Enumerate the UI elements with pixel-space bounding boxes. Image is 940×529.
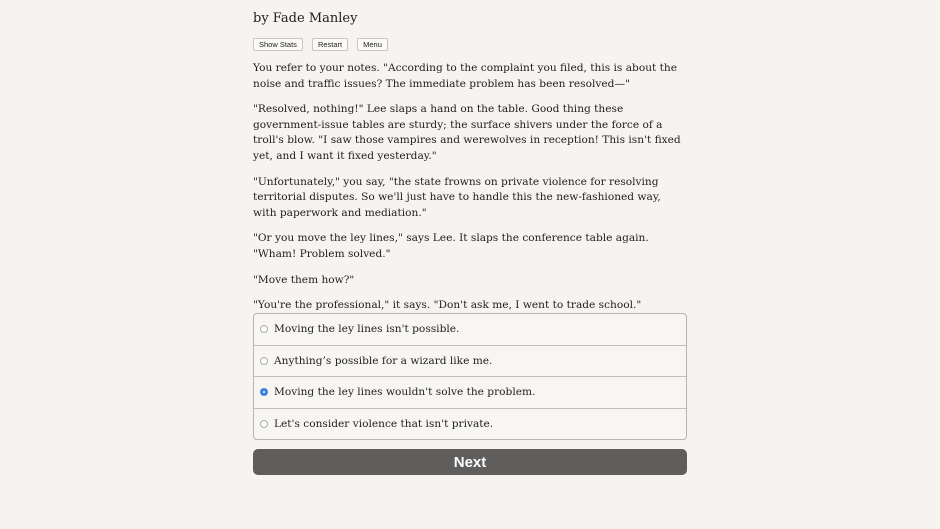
next-button[interactable]: Next (253, 449, 687, 475)
radio-button[interactable] (260, 420, 268, 428)
choice-label: Anything’s possible for a wizard like me. (274, 354, 493, 367)
story-paragraph: "Unfortunately," you say, "the state frowns on private violence for resolving territorial disputes. So we'll just have to handle this the new-fashioned way, with paperwork and mediation." (253, 175, 661, 219)
menu-button[interactable]: Menu (357, 38, 388, 51)
choice-list (253, 313, 687, 440)
restart-button[interactable]: Restart (312, 38, 348, 51)
story-paragraph: "You're the professional," it says. "Don't ask me, I went to trade school." (253, 299, 642, 312)
story-paragraph: "Or you move the ley lines," says Lee. It slaps the conference table again. "Wham! Problem solved." (253, 232, 649, 260)
radio-button[interactable] (260, 357, 268, 365)
choice-option-1[interactable] (254, 314, 686, 345)
choice-label: Moving the ley lines isn't possible. (274, 323, 460, 336)
story-text (253, 61, 687, 324)
radio-button[interactable] (260, 325, 268, 333)
choice-label: Let's consider violence that isn't private. (274, 417, 494, 430)
choice-option-4[interactable] (254, 408, 686, 440)
choice-option-2[interactable] (254, 345, 686, 377)
choice-option-3[interactable] (254, 376, 686, 408)
story-paragraph: "Resolved, nothing!" Lee slaps a hand on the table. Good thing these government-issue tables are sturdy; the surface shivers under the force of a troll's blow. "I saw those vampires and werewolves in reception! This isn't fixed yet, and I want it fixed yesterday." (253, 103, 681, 162)
author-byline: by Fade Manley (253, 11, 358, 26)
show-stats-button[interactable]: Show Stats (253, 38, 303, 51)
story-paragraph: You refer to your notes. "According to the complaint you filed, this is about the noise and traffic issues? The immediate problem has been resolved—" (253, 62, 678, 90)
toolbar (253, 38, 388, 51)
radio-button[interactable] (260, 388, 268, 396)
story-paragraph: "Move them how?" (253, 273, 355, 286)
choice-label: Moving the ley lines wouldn't solve the problem. (274, 386, 536, 399)
